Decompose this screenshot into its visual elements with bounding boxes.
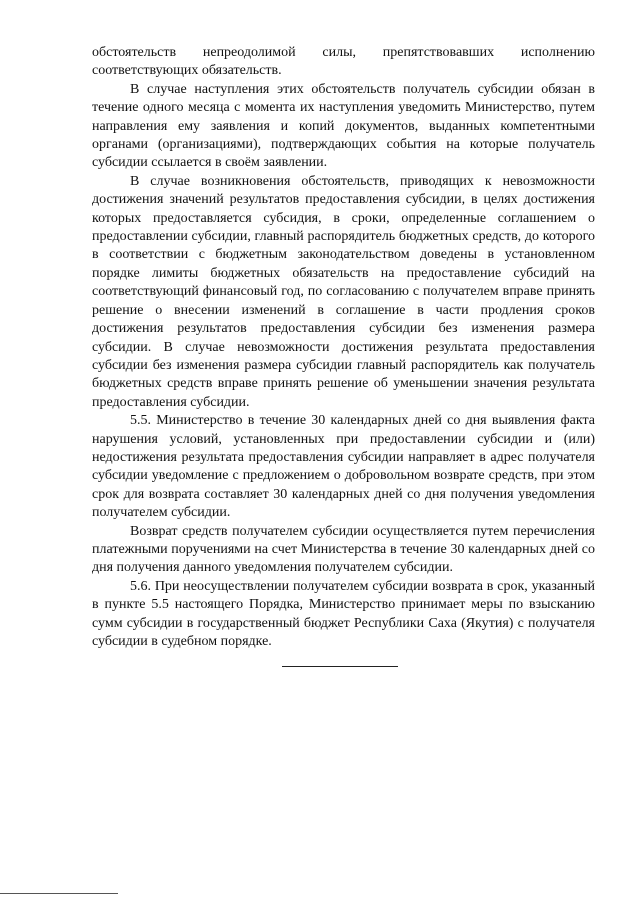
paragraph-results-impossibility: В случае возникновения обстоятельств, приводящих к невозможности достижения значений результатов предоставления субсидии, в целях достижения которых предоставляется субсидия, в сроки, определенные соглашением о предоставлении субсидии, главный распорядитель бюджетных средств, до которого в соответствии с бюджетным законодательством доведены в установленном порядке лимиты бюджетных обязательств на предоставление субсидий на соответствующий финансовый год, по согласованию с получателем вправе принять решение о внесении изменений в соглашение в части продления сроков достижения результатов предоставления субсидии без изменения размера субсидии. В случае невозможности достижения результата предоставления субсидии без изменения размера субсидии главный распорядитель как получатель бюджетных средств вправе принять решение об уменьшении значения результата предоставления субсидии. [92,173,595,410]
paragraph-refund-procedure: Возврат средств получателем субсидии осуществляется путем перечисления платежными поручениями на счет Министерства в течение 30 календарных дней со дня получения данного уведомления получателем субсидии. [92,523,595,576]
footer-rule [0,893,118,894]
paragraph-5-6: 5.6. При неосуществлении получателем субсидии возврата в срок, указанный в пункте 5.5 настоящего Порядка, Министерство принимает меры по взысканию сумм субсидии в государственный бюджет Республики Саха (Якутия) с получателя субсидии в судебном порядке. [92,578,595,649]
end-separator-line [282,666,398,667]
paragraph-5-5: 5.5. Министерство в течение 30 календарных дней со дня выявления факта нарушения условий, установленных при предоставлении субсидии и (или) недостижения результата предоставления субсидии направляет в адрес получателя субсидии уведомление с предложением о добровольном возврате средств, при этом срок для возврата составляет 30 календарных дней со дня получения уведомления получателем субсидии. [92,413,595,521]
document-body [92,44,595,651]
paragraph-notification-obligation: В случае наступления этих обстоятельств получатель субсидии обязан в течение одного месяца с момента их наступления уведомить Министерство, путем направления ему заявления и копий документов, выданных компетентными органами (организациями), подтверждающих события на которые получатель субсидии ссылается в своём заявлении. [92,81,595,171]
paragraph-continuation: обстоятельств непреодолимой силы, препятствовавших исполнению соответствующих обязательств. [92,45,595,79]
